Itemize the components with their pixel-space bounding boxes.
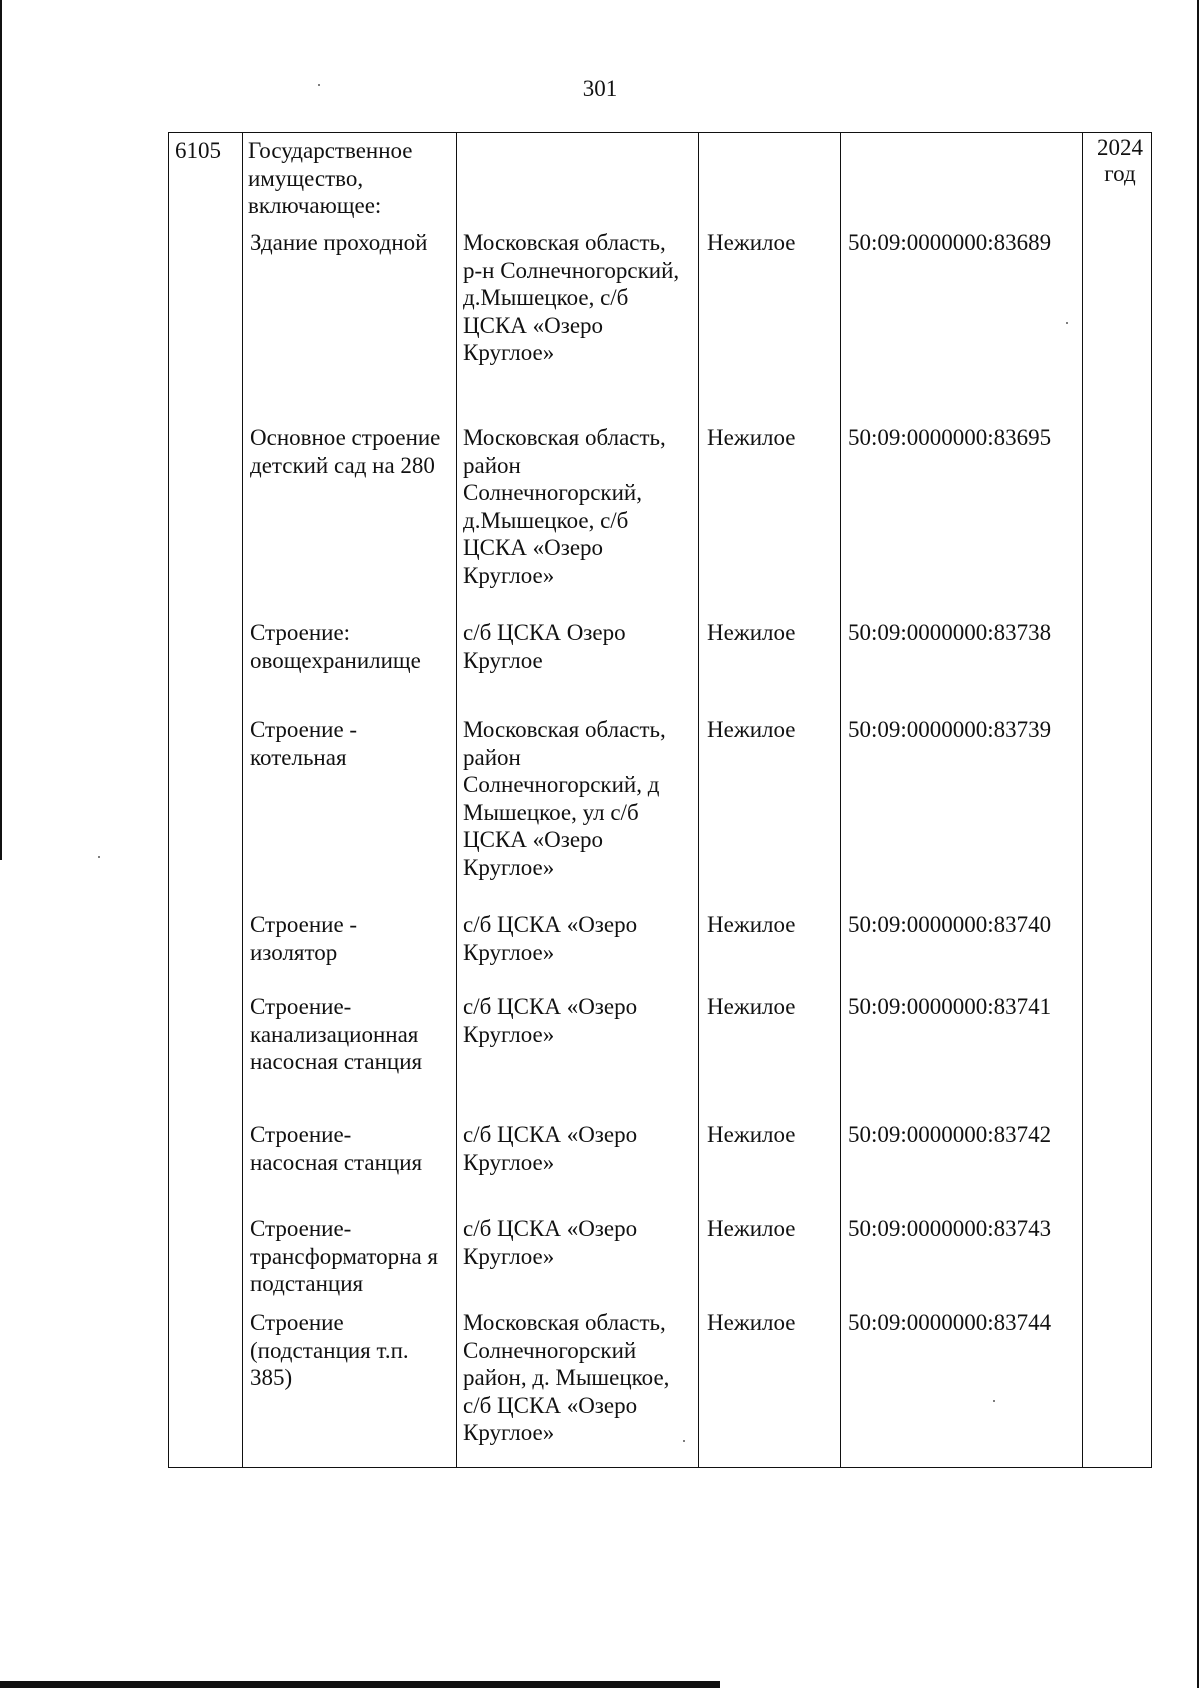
object-type: Нежилое bbox=[707, 912, 796, 937]
scan-edge-mark bbox=[0, 0, 2, 860]
object-name: Основное строение детский сад на 280 bbox=[250, 425, 441, 478]
object-name: Строение- насосная станция bbox=[250, 1122, 423, 1175]
object-name: Строение - изолятор bbox=[250, 912, 358, 965]
cadastral-number: 50:09:0000000:83743 bbox=[848, 1216, 1052, 1241]
object-type: Нежилое bbox=[707, 994, 796, 1019]
scan-speck bbox=[98, 856, 100, 858]
scan-speck bbox=[683, 1440, 685, 1442]
column-divider bbox=[698, 133, 699, 1467]
object-address: Московская область, район Солнечногорский, д.Мышецкое, с/б ЦСКА «Озеро Круглое» bbox=[463, 425, 666, 588]
year-cell: 2024 год bbox=[1097, 135, 1143, 186]
cadastral-number: 50:09:0000000:83689 bbox=[848, 230, 1052, 255]
object-address: с/б ЦСКА «Озеро Круглое» bbox=[463, 1216, 638, 1269]
scan-bottom-bar bbox=[0, 1681, 720, 1688]
object-address: Московская область, район Солнечногорский, д Мышецкое, ул с/б ЦСКА «Озеро Круглое» bbox=[463, 717, 666, 880]
cadastral-number: 50:09:0000000:83738 bbox=[848, 620, 1052, 645]
object-name: Здание проходной bbox=[250, 230, 428, 255]
object-address: Московская область, р-н Солнечногорский, д.Мышецкое, с/б ЦСКА «Озеро Круглое» bbox=[463, 230, 680, 365]
scan-speck bbox=[993, 1400, 995, 1402]
row-number: 6105 bbox=[175, 138, 221, 163]
column-divider bbox=[1082, 133, 1083, 1467]
property-table bbox=[168, 132, 1152, 1468]
object-type: Нежилое bbox=[707, 1122, 796, 1147]
object-type: Нежилое bbox=[707, 425, 796, 450]
cadastral-number: 50:09:0000000:83741 bbox=[848, 994, 1052, 1019]
cadastral-number: 50:09:0000000:83695 bbox=[848, 425, 1052, 450]
object-type: Нежилое bbox=[707, 717, 796, 742]
scan-speck bbox=[318, 84, 320, 86]
object-type: Нежилое bbox=[707, 1216, 796, 1241]
object-type: Нежилое bbox=[707, 1310, 796, 1335]
object-address: с/б ЦСКА «Озеро Круглое» bbox=[463, 912, 638, 965]
scan-edge-mark bbox=[1197, 0, 1199, 1688]
cadastral-number: 50:09:0000000:83742 bbox=[848, 1122, 1052, 1147]
object-name: Строение: овощехранилище bbox=[250, 620, 421, 673]
object-type: Нежилое bbox=[707, 620, 796, 645]
object-name: Строение- канализационная насосная станция bbox=[250, 994, 423, 1074]
object-address: с/б ЦСКА «Озеро Круглое» bbox=[463, 1122, 638, 1175]
cadastral-number: 50:09:0000000:83744 bbox=[848, 1310, 1052, 1335]
group-title: Государственное имущество, включающее: bbox=[248, 138, 413, 218]
object-name: Строение - котельная bbox=[250, 717, 358, 770]
column-divider bbox=[456, 133, 457, 1467]
object-name: Строение- трансформаторна я подстанция bbox=[250, 1216, 438, 1296]
column-divider bbox=[242, 133, 243, 1467]
page-number: 301 bbox=[582, 76, 618, 101]
object-name: Строение (подстанция т.п. 385) bbox=[250, 1310, 409, 1390]
object-address: Московская область, Солнечногорский район, д. Мышецкое, с/б ЦСКА «Озеро Круглое» bbox=[463, 1310, 670, 1445]
object-address: с/б ЦСКА «Озеро Круглое» bbox=[463, 994, 638, 1047]
column-divider bbox=[840, 133, 841, 1467]
cadastral-number: 50:09:0000000:83740 bbox=[848, 912, 1052, 937]
scan-speck bbox=[1066, 322, 1068, 324]
object-address: с/б ЦСКА Озеро Круглое bbox=[463, 620, 626, 673]
object-type: Нежилое bbox=[707, 230, 796, 255]
cadastral-number: 50:09:0000000:83739 bbox=[848, 717, 1052, 742]
